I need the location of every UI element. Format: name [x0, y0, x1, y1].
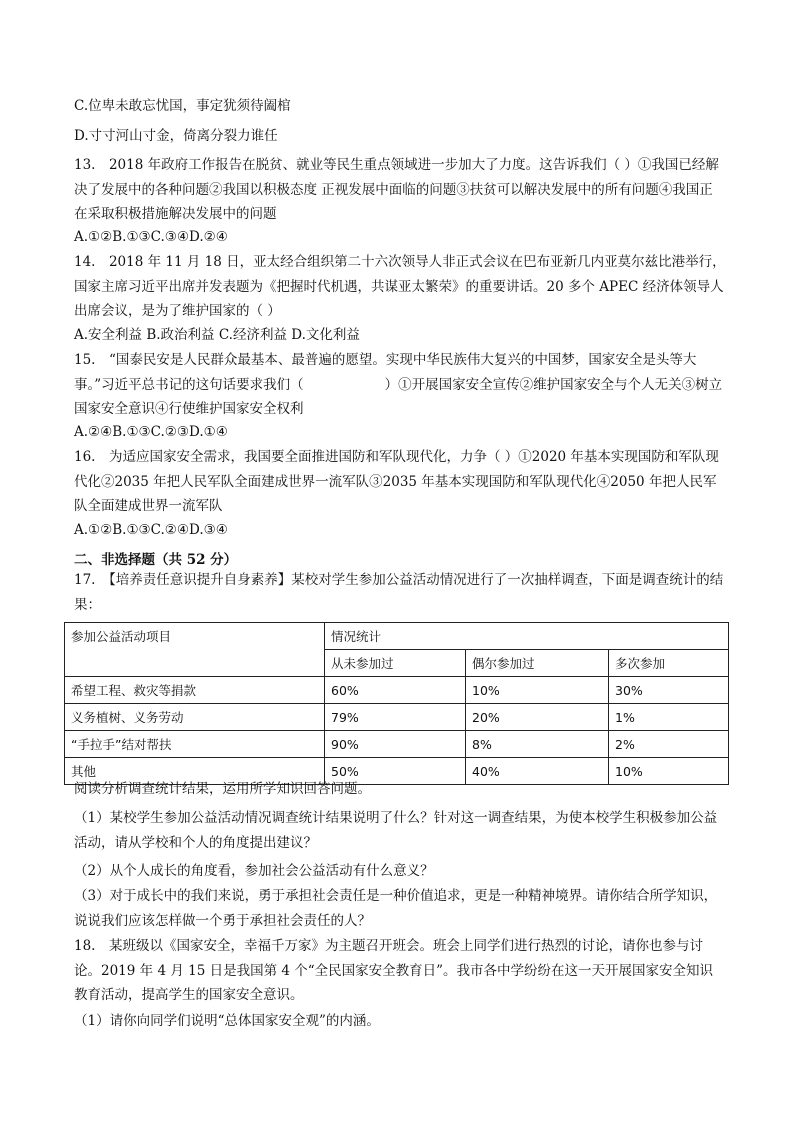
- table-subheader: 偶尔参加过: [466, 650, 609, 677]
- question-18-part-1: （1）请你向同学们说明“总体国家安全观”的内涵。: [74, 1013, 380, 1029]
- table-cell-item: 希望工程、救灾等捐款: [65, 677, 325, 704]
- question-13: 13. 2018 年政府工作报告在脱贫、就业等民生重点领域进一步加大了力度。这告诉我们（ ）①我国已经解决了发展中的各种问题②我国以积极态度 正视发展中面临的问题③扶贫可以解决发展中的所有问题④我国正在采取积极措施解决发展中的问题: [74, 157, 719, 222]
- question-14: 14. 2018 年 11 月 18 日，亚太经合组织第二十六次领导人非正式会议在巴布亚新几内亚莫尔兹比港举行，国家主席习近平出席并发表题为《把握时代机遇，共谋亚太繁荣》的重要讲话。20 多个 APEC 经济体领导人出席会议，是为了维护国家的（ ）: [74, 254, 726, 319]
- table-subheader: 从未参加过: [325, 650, 466, 677]
- table-subheader: 多次参加: [609, 650, 729, 677]
- option-c-text: C.位卑未敢忘忧国，事定犹须待阖棺: [74, 98, 291, 114]
- table-row: [65, 704, 729, 731]
- table-row: [65, 731, 729, 758]
- question-15: 15. “国泰民安是人民群众最基本、最普遍的愿望。实现中华民族伟大复兴的中国梦，国家安全是头等大事。”习近平总书记的这句话要求我们（ ）①开展国家安全宣传②维护国家安全与个人无关③树立国家安全意识④行使维护国家安全权利: [74, 352, 723, 417]
- question-16-options: A.①②B.①③C.②④D.③④: [74, 522, 228, 538]
- table-cell: 50%: [325, 758, 466, 785]
- question-17: 17. 【培养责任意识提升自身素养】某校对学生参加公益活动情况进行了一次抽样调查，下面是调查统计的结果：: [74, 572, 724, 613]
- question-17-part-3: （3）对于成长中的我们来说，勇于承担社会责任是一种价值追求，更是一种精神境界。请你结合所学知识，说说我们应该怎样做一个勇于承担社会责任的人？: [74, 888, 718, 929]
- table-header-stats: 情况统计: [325, 623, 729, 650]
- question-15-options: A.②④B.①③C.②③D.①④: [74, 424, 228, 440]
- table-cell: 10%: [609, 758, 729, 785]
- table-row: [65, 677, 729, 704]
- table-cell: 8%: [466, 731, 609, 758]
- question-14-options: A.安全利益 B.政治利益 C.经济利益 D.文化利益: [74, 327, 360, 343]
- table-cell: 79%: [325, 704, 466, 731]
- question-18: 18. 某班级以《国家安全，幸福千万家》为主题召开班会。班会上同学们进行热烈的讨论，请你也参与讨论。2019 年 4 月 15 日是我国第 4 个“全民国家安全教育日”。我市各中学纷纷在这一天开展国家安全知识教育活动，提高学生的国家安全意识。: [74, 938, 714, 1003]
- table-cell: 40%: [466, 758, 609, 785]
- question-16: 16. 为适应国家安全需求，我国要全面推进国防和军队现代化，力争（ ）①2020 年基本实现国防和军队现代化②2035 年把人民军队全面建成世界一流军队③2035 年基本实现国防和军队现代化④2050 年把人民军队全面建成世界一流军队: [74, 449, 719, 514]
- table-cell: 1%: [609, 704, 729, 731]
- table-cell: 2%: [609, 731, 729, 758]
- table-cell: 60%: [325, 677, 466, 704]
- table-cell: 90%: [325, 731, 466, 758]
- table-cell: 30%: [609, 677, 729, 704]
- table-header-item: 参加公益活动项目: [65, 623, 325, 677]
- section-heading: 二、非选择题（共 52 分）: [74, 552, 238, 568]
- question-13-options: A.①②B.①③C.③④D.②④: [74, 229, 228, 245]
- question-17-part-2: （2）从个人成长的角度看，参加社会公益活动有什么意义？: [74, 863, 434, 879]
- table-cell-item: 义务植树、义务劳动: [65, 704, 325, 731]
- question-17-part-1: （1）某校学生参加公益活动情况调查统计结果说明了什么？针对这一调查结果，为使本校学生积极参加公益活动，请从学校和个人的角度提出建议？: [74, 810, 718, 851]
- option-d-text: D.寸寸河山寸金，倚离分裂力谁任: [74, 128, 278, 144]
- table-cell: 10%: [466, 677, 609, 704]
- survey-table: [64, 622, 729, 785]
- table-header-row: [65, 623, 729, 650]
- table-cell-item: “手拉手”结对帮扶: [65, 731, 325, 758]
- table-cell-item: 其他: [65, 758, 325, 785]
- table-instruction: 阅读分析调查统计结果，运用所学知识回答问题。: [74, 781, 371, 797]
- table-cell: 20%: [466, 704, 609, 731]
